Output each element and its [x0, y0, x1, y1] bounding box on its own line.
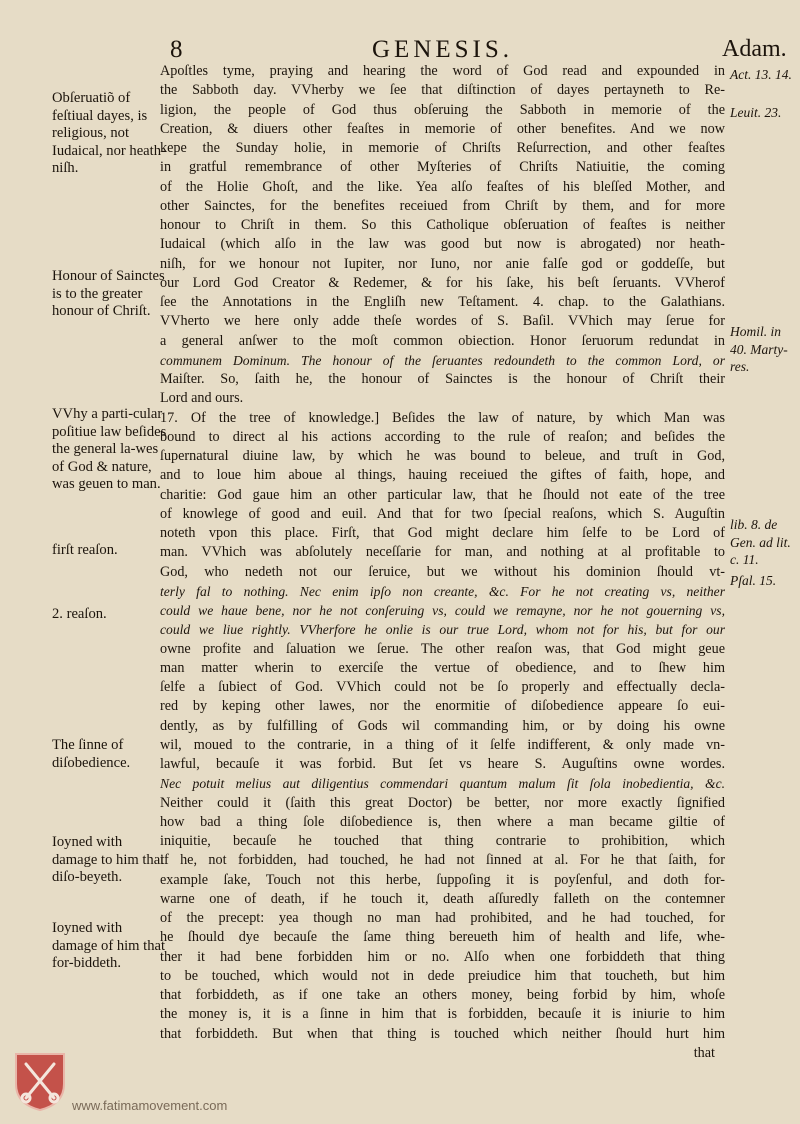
margin-reference: Homil. in 40. Marty-res.: [730, 324, 788, 374]
margin-note: VVhy a parti-cular poſitiue law beſides the general la-wes of God & nature, was geuen to man.: [52, 406, 167, 492]
text-line: that forbiddeth, as if one take an others money, being forbid by him, whoſe »: [160, 986, 725, 1005]
text-line: Apoſtles tyme, praying and hearing the word of God read and expounded in: [160, 63, 725, 79]
margin-reference: Pſal. 15.: [730, 573, 777, 588]
text-line: ligion, the people of God thus obſeruing the Sabboth in memorie of the: [160, 101, 725, 118]
page-number: 8: [170, 36, 184, 63]
text-line: in gratful remembrance of other Myſteries of Chriſts Natiuitie, the coming: [160, 159, 725, 176]
text-line: man. VVhich was abſolutely neceſſarie for man, and nothing at al profitable to: [160, 544, 725, 561]
margin-reference: lib. 8. de Gen. ad lit. c. 11.: [730, 517, 791, 567]
text-line: Maiſter. So, ſaith he, the honour of Sainctes is the honour of Chriſt their: [160, 371, 725, 387]
text-line: VVherto we here only adde theſe wordes of S. Baſil. VVhich may ſerue for: [160, 313, 725, 330]
margin-note: firſt reaſon.: [52, 542, 118, 558]
margin-note: Obſeruatiõ of feſtiual dayes, is religious, not Iudaical, nor heath-niſh.: [52, 90, 166, 176]
running-head: Adam.: [722, 36, 787, 62]
text-line: red by keping other lawes, nor the enormitie of diſobedience appeare ſo eui-: [160, 698, 725, 715]
margin-note: Ioyned with damage to him that diſo-beyeth.: [52, 834, 165, 885]
text-line: charitie: God gaue him an other particular law, that he ſhould not eate of the tree: [160, 486, 725, 503]
text-line: honour to Chriſt in them. So this Catholique obſeruation of feaſtes is neither: [160, 217, 725, 233]
text-line: that forbiddeth. But when that thing is touched which neither ſhould hurt him »: [160, 1025, 725, 1044]
text-line: of the precept: yea though no man had prohibited, and he had touched, for »: [160, 909, 725, 928]
text-line: owne profite and ſaluation we ſerue. The other reaſon was, that God might geue: [160, 640, 725, 657]
text-line: lawful, becauſe it was forbid. But ſet vs heare S. Auguſtins owne wordes.: [160, 756, 725, 772]
text-line: Creation, & diuers other feaſtes in memorie of other benefites. And we now: [160, 120, 725, 137]
text-line: wil, moued to the contrarie, in a thing of it ſelfe indifferent, & only made vn-: [160, 736, 725, 753]
text-line: warne one of death, if he touch it, death aſſuredly falleth on the contemner »: [160, 890, 725, 909]
margin-note: Honour of Sainctes is to the greater honour of Chriſt.: [52, 268, 165, 319]
papal-keys-logo: [12, 1050, 68, 1112]
text-line: man matter wherin to exerciſe the vertue of obedience, and to ſhew him: [160, 659, 725, 676]
text-line: that: [693, 1044, 715, 1061]
text-line: kepe the Sunday holie, in memorie of Chriſts Reſurrection, and other feaſtes: [160, 140, 725, 156]
margin-reference: Act. 13. 14.: [730, 67, 792, 82]
text-line: he ſhould dye becauſe the ſame thing bereueth him of health and life, whe- »: [160, 928, 725, 947]
text-line: Lord and ours.: [160, 390, 244, 407]
book-title: GENESIS.: [372, 36, 514, 63]
text-line: the money is, it is a ſinne in him that is forbidden, becauſe it is iniurie to him »: [160, 1005, 725, 1024]
text-line: ther it had bene forbidden him or no. Alſo when one forbiddeth that thing »: [160, 948, 725, 967]
footer-website: www.fatimamovement.com: [72, 1098, 228, 1113]
text-line: and to loue him aboue al things, hauing receiued the giftes of faith, hope, and: [160, 467, 725, 484]
margin-reference: Leuit. 23.: [730, 105, 782, 120]
text-line: a general anſwer to the moſt common obiection. Honor ſeruorum redundat in: [160, 332, 725, 349]
text-line: ſee the Annotations in the Engliſh new Teſtament. 4. chap. to the Galathians.: [160, 294, 725, 310]
text-line: communem Dominum. The honour of the ſeruantes redoundeth to the common Lord, or: [160, 352, 725, 368]
margin-note: The ſinne of diſobedience.: [52, 737, 131, 771]
text-line: Iudaical (which alſo in the law was good but now is abrogated) nor heath-: [160, 236, 725, 253]
text-line: ſelfe a ſubiect of God. VVhich could not be ſo properly and effectually decla-: [160, 679, 725, 695]
text-line: ſupernatural diuine law, by which he was bound to beleue, and truſt in God,: [160, 448, 725, 464]
text-line: Neither could it (ſaith this great Doctor) be better, nor more exactly ſignified »: [160, 794, 725, 813]
text-line: the Sabboth day. VVherby we ſee that diſtinction of dayes pertayneth to Re-: [160, 82, 725, 99]
text-line: terly fal to nothing. Nec enim ipſo non creante, &c. For he not creating vs, neither: [160, 583, 725, 599]
body-text: [160, 62, 725, 1063]
text-line: iniquitie, becauſe he touched that thing contrarie to prohibition, which »: [160, 832, 725, 851]
text-line: other Sainctes, for the benefites receiued from Chriſt by them, and for more: [160, 197, 725, 214]
text-line: example ſake, Touch not this herbe, ſuppoſing it is poyſenful, and doth for- »: [160, 871, 725, 890]
text-line: our Lord God Creator & Redemer, & for his ſake, his beſt ſeruants. VVherof: [160, 274, 725, 291]
text-line: of knowlege of good and euil. And that for two ſpecial reaſons, which S. Auguſtin: [160, 505, 725, 522]
text-line: noteth vpon this place. Firſt, that God might declare him ſelfe to be Lord of: [160, 525, 725, 541]
text-line: 17. Of the tree of knowledge.] Beſides the law of nature, by which Man was: [160, 409, 725, 426]
text-line: bound to direct al his actions according to the rule of reaſon; and beſides the: [160, 428, 725, 445]
text-line: if he, not forbidden, had touched, he had not ſinned at al. For he that ſaith, for »: [160, 851, 725, 870]
text-line: dently, as by fulfilling of Gods wil commanding him, or by doing his owne: [160, 717, 725, 734]
text-line: to be touched, which would not in dede preiudice him that toucheth, but him »: [160, 967, 725, 986]
margin-note: 2. reaſon.: [52, 606, 107, 622]
text-line: could we liue rightly. VVherfore he onlie is our true Lord, whom not for his, but for our: [160, 622, 725, 638]
text-line: Nec potuit melius aut diligentius commendari quantum malum ſit ſola inobedientia, &c.: [160, 776, 725, 792]
text-line: God, who nedeth not our ſeruice, but we without his dominion ſhould vt-: [160, 563, 725, 580]
margin-note: Ioyned with damage of him that for-biddeth.: [52, 920, 166, 971]
text-line: niſh, for we honour not Iupiter, nor Iuno, nor anie falſe god or goddeſſe, but: [160, 255, 725, 272]
text-line: could we haue bene, nor he not conſeruing vs, could we remayne, nor he not gouerning vs,: [160, 603, 725, 618]
text-line: of the Holie Ghoſt, and the like. Yea alſo feaſtes of his bleſſed Mother, and: [160, 178, 725, 195]
text-line: how bad a thing ſole diſobedience is, then where a man became giltie of »: [160, 813, 725, 832]
